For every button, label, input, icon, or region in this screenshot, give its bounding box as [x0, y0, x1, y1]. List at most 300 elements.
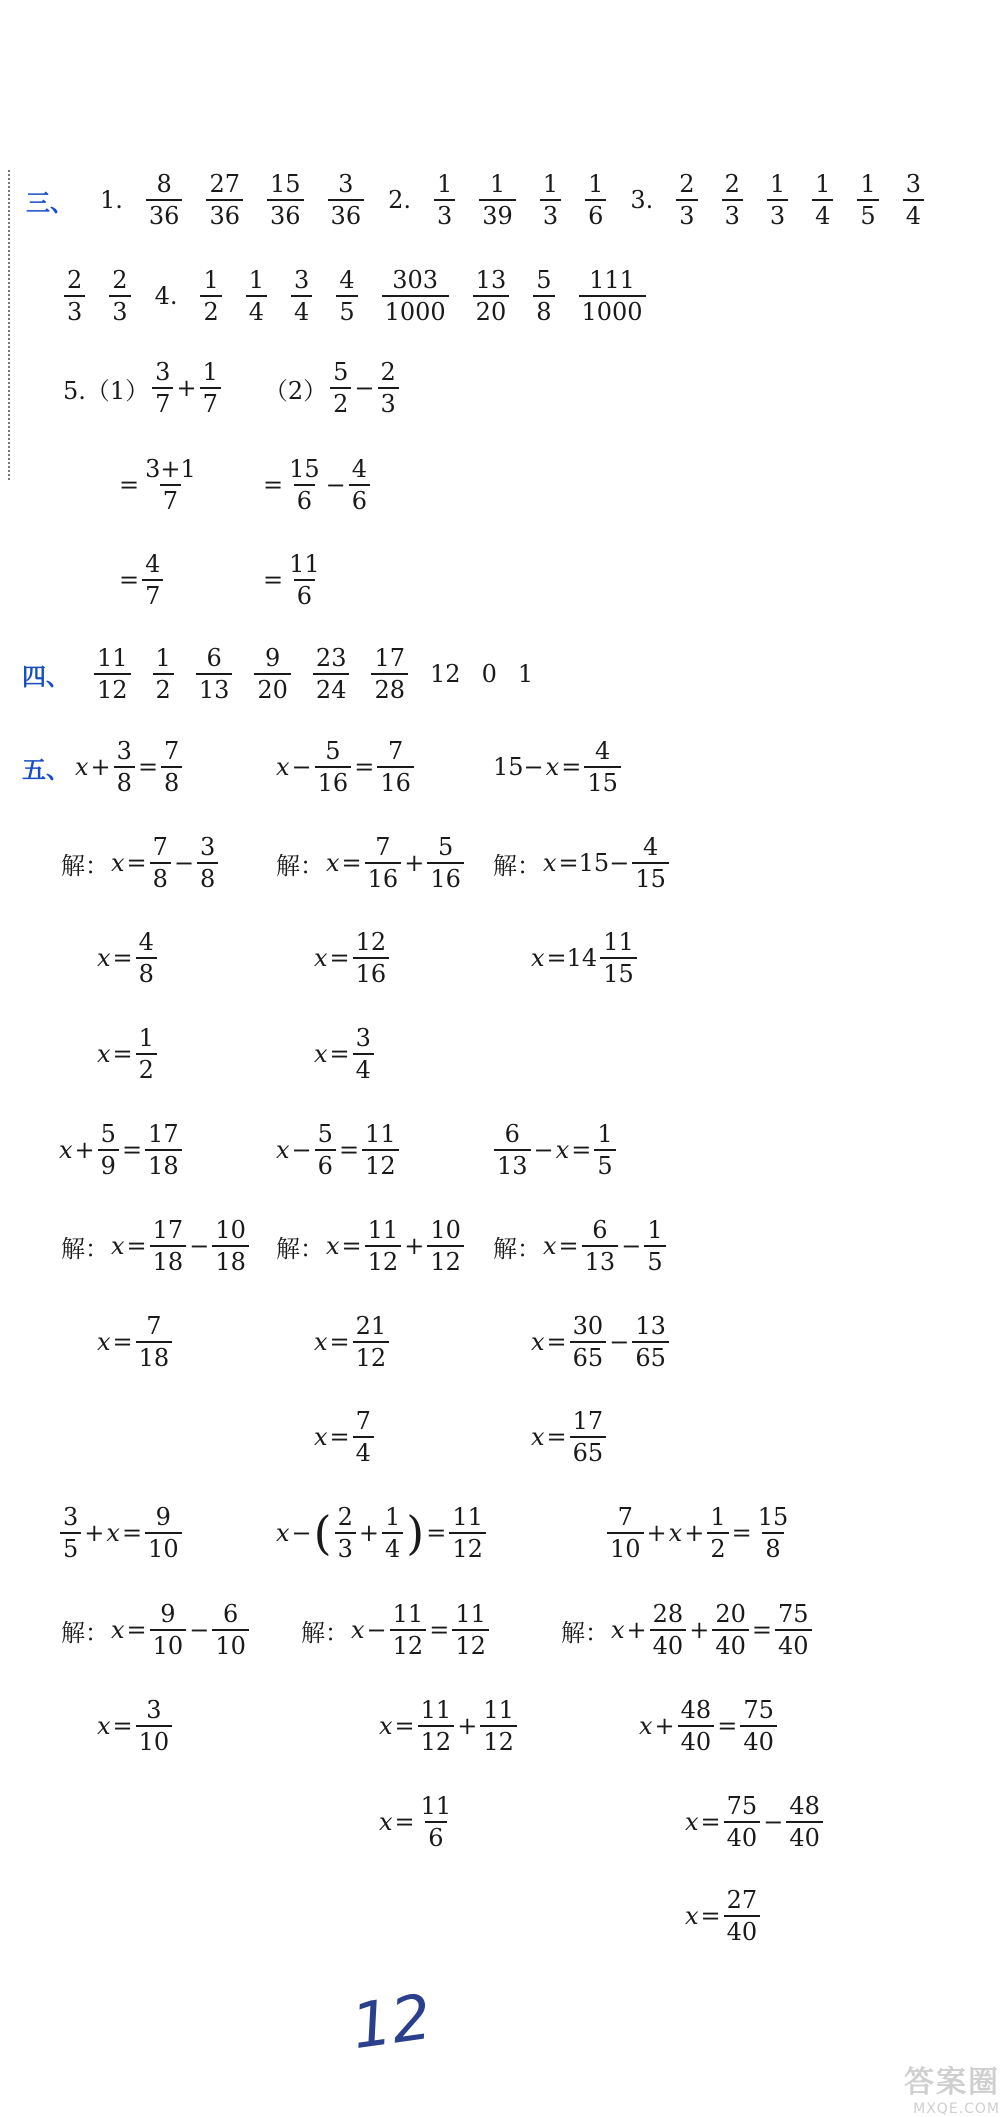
fraction: [582, 1218, 619, 1274]
fraction: [579, 268, 646, 324]
numerator: 17: [148, 1120, 179, 1148]
math-line: [378, 1794, 456, 1850]
denominator: 4: [291, 295, 312, 324]
denominator: 2: [707, 1532, 728, 1561]
variable: x: [326, 849, 340, 877]
variable: x: [543, 1232, 557, 1260]
numerator: 6: [504, 1120, 520, 1148]
fraction: [676, 172, 697, 228]
section-label: 四、: [22, 662, 70, 691]
math-text: =: [112, 1328, 133, 1356]
fraction: [136, 1314, 173, 1370]
numerator: 2: [380, 358, 396, 386]
denominator: 40: [678, 1725, 715, 1754]
denominator: 9: [98, 1149, 119, 1178]
math-line: [638, 1698, 779, 1754]
numerator: 7: [152, 833, 168, 861]
fraction: [607, 1505, 644, 1561]
denominator: 12: [390, 1629, 427, 1658]
numerator: 10: [430, 1216, 461, 1244]
fraction: [418, 1698, 455, 1754]
numerator: 15: [270, 170, 301, 198]
denominator: 10: [136, 1725, 173, 1754]
math-text: =: [329, 1040, 350, 1068]
fraction: [246, 268, 267, 324]
numerator: 7: [146, 1312, 162, 1340]
math-text: +: [689, 1616, 710, 1644]
variable: x: [59, 1136, 73, 1164]
denominator: 8: [136, 957, 157, 986]
math-text: +: [404, 849, 425, 877]
fraction: [254, 646, 291, 702]
math-line: [96, 1698, 174, 1754]
numerator: 75: [777, 1600, 809, 1628]
numerator: 48: [680, 1696, 712, 1724]
fraction: [161, 739, 182, 795]
denominator: 5: [644, 1245, 665, 1274]
fraction: [570, 1409, 607, 1465]
denominator: 18: [136, 1341, 173, 1370]
numerator: 3: [155, 358, 171, 386]
numerator: 1: [597, 1120, 613, 1148]
denominator: 15: [632, 862, 669, 891]
fraction: [371, 646, 408, 702]
math-text: =: [700, 1808, 721, 1836]
math-text: −: [189, 1616, 210, 1644]
numerator: 9: [155, 1503, 171, 1531]
denominator: 3: [378, 387, 399, 416]
denominator: 28: [371, 673, 408, 702]
math-line: [530, 930, 639, 986]
denominator: 8: [150, 862, 171, 891]
denominator: 4: [903, 199, 924, 228]
numerator: 1: [489, 170, 506, 198]
fraction: [136, 1026, 157, 1082]
numerator: 23: [315, 644, 347, 672]
math-text: =: [112, 944, 133, 972]
math-line: [62, 268, 648, 324]
fraction: [197, 835, 218, 891]
fraction: [365, 835, 402, 891]
math-line: [96, 1026, 159, 1082]
fraction: [365, 1218, 402, 1274]
math-text: −: [354, 374, 375, 402]
denominator: 3: [64, 295, 85, 324]
denominator: 8: [197, 862, 218, 891]
watermark: [860, 2060, 1000, 2117]
fraction: [313, 646, 350, 702]
numerator: 1: [138, 1024, 154, 1052]
math-text: +: [358, 1519, 379, 1547]
variable: x: [314, 1423, 328, 1451]
fraction: [206, 172, 243, 228]
math-text: −: [189, 1232, 210, 1260]
math-text: 2.: [388, 186, 411, 214]
numerator: 30: [572, 1312, 604, 1340]
denominator: 10: [212, 1629, 249, 1658]
numerator: 11: [420, 1696, 452, 1724]
fraction: [353, 930, 390, 986]
math-text: 4.: [154, 282, 178, 310]
math-line: [118, 457, 201, 513]
fraction: [330, 360, 351, 416]
numerator: 75: [726, 1792, 758, 1820]
math-text: =: [717, 1712, 738, 1740]
math-text: −: [621, 1232, 642, 1260]
numerator: 3: [116, 737, 132, 765]
fraction: [286, 457, 323, 513]
denominator: 40: [724, 1915, 761, 1944]
math-text: =: [394, 1712, 415, 1740]
variable: x: [379, 1712, 393, 1740]
numerator: 17: [152, 1216, 184, 1244]
variable: x: [379, 1808, 393, 1836]
denominator: 6: [349, 484, 370, 513]
math-text: +: [176, 374, 197, 402]
denominator: 40: [786, 1821, 823, 1850]
fraction: [150, 1602, 187, 1658]
math-line: [492, 739, 623, 795]
numerator: 13: [475, 266, 507, 294]
math-line: [530, 1314, 671, 1370]
math-line: [275, 1122, 401, 1178]
fraction: [145, 1122, 182, 1178]
math-text: 解：: [61, 851, 109, 880]
numerator: 1: [437, 170, 453, 198]
denominator: 24: [313, 673, 350, 702]
denominator: 3: [676, 199, 697, 228]
variable: x: [276, 1519, 290, 1547]
denominator: 12: [362, 1149, 399, 1178]
fraction: [650, 1602, 687, 1658]
numerator: 1: [815, 170, 831, 198]
denominator: 12: [365, 1245, 402, 1274]
fraction: [136, 930, 157, 986]
denominator: 39: [479, 199, 516, 228]
math-text: −: [366, 1616, 387, 1644]
math-text: −: [533, 1136, 554, 1164]
denominator: 10: [145, 1532, 182, 1561]
numerator: 11: [365, 1120, 396, 1148]
numerator: 17: [374, 644, 406, 672]
math-text: =: [338, 1136, 360, 1164]
numerator: 3: [63, 1503, 79, 1531]
fraction: [724, 1888, 761, 1944]
numerator: 9: [265, 644, 281, 672]
fraction: [722, 172, 743, 228]
numerator: 3: [905, 170, 921, 198]
denominator: 6: [425, 1821, 446, 1850]
math-text: =: [119, 471, 140, 499]
numerator: 21: [355, 1312, 387, 1340]
math-line: [58, 1122, 184, 1178]
denominator: 7: [142, 579, 163, 608]
denominator: 12: [418, 1725, 455, 1754]
fraction: [786, 1794, 823, 1850]
math-line: [62, 360, 401, 416]
fraction: [142, 552, 163, 608]
numerator: 11: [289, 550, 320, 578]
math-line: [60, 835, 220, 891]
fraction: [857, 172, 878, 228]
denominator: 10: [607, 1532, 644, 1561]
variable: x: [531, 944, 545, 972]
fraction: [585, 172, 606, 228]
math-text: +: [646, 1519, 667, 1547]
variable: x: [351, 1616, 365, 1644]
fraction: [600, 930, 637, 986]
numerator: 1: [542, 170, 559, 198]
fraction: [353, 1026, 374, 1082]
variable: x: [97, 944, 111, 972]
variable: x: [326, 1232, 340, 1260]
math-text: +: [404, 1232, 425, 1260]
math-line: [22, 739, 184, 795]
denominator: 8: [762, 1532, 783, 1561]
denominator: 2: [153, 673, 174, 702]
math-line: [492, 1122, 618, 1178]
numerator: 1: [155, 644, 171, 672]
math-text: 15−: [493, 753, 544, 781]
variable: x: [111, 1616, 125, 1644]
math-line: [275, 739, 416, 795]
math-text: +: [74, 1136, 95, 1164]
denominator: 65: [632, 1341, 669, 1370]
denominator: 2: [200, 295, 221, 324]
denominator: 20: [254, 673, 291, 702]
math-line: [26, 172, 926, 228]
numerator: 12: [355, 928, 387, 956]
math-text: =: [126, 1232, 147, 1260]
denominator: 5: [60, 1532, 81, 1561]
fraction: [150, 1218, 187, 1274]
parenthesis: (: [313, 1506, 332, 1560]
fraction: [724, 1794, 761, 1850]
denominator: 65: [570, 1341, 607, 1370]
variable: x: [97, 1328, 111, 1356]
math-line: [492, 1218, 668, 1274]
math-text: =: [263, 566, 284, 594]
variable: x: [543, 849, 557, 877]
math-text: =: [429, 1616, 450, 1644]
watermark-url: MXQE.COM: [913, 2101, 1000, 2117]
math-text: =: [571, 1136, 592, 1164]
denominator: 40: [775, 1629, 812, 1658]
math-text: 1.: [100, 186, 123, 214]
math-text: =: [546, 1328, 567, 1356]
fraction: [479, 172, 516, 228]
math-text: =: [731, 1519, 752, 1547]
fraction: [644, 1218, 665, 1274]
fraction: [353, 1409, 374, 1465]
denominator: 12: [449, 1532, 486, 1561]
numerator: 48: [789, 1792, 820, 1820]
numerator: 11: [367, 1216, 399, 1244]
variable: x: [685, 1902, 699, 1930]
denominator: 5: [336, 295, 357, 324]
variable: x: [314, 1328, 328, 1356]
math-line: [60, 1602, 251, 1658]
fraction: [212, 1602, 249, 1658]
math-line: [313, 930, 391, 986]
fraction: [570, 1314, 607, 1370]
math-text: =: [751, 1616, 772, 1644]
math-text: +: [90, 753, 111, 781]
fraction: [60, 1505, 81, 1561]
numerator: 11: [392, 1600, 424, 1628]
fraction: [291, 268, 312, 324]
math-text: −: [291, 1136, 312, 1164]
math-line: [530, 1409, 608, 1465]
denominator: 36: [146, 199, 183, 228]
math-text: =14: [546, 944, 598, 972]
numerator: 5: [317, 1120, 333, 1148]
numerator: 3: [146, 1696, 162, 1724]
denominator: 4: [353, 1053, 374, 1082]
fraction: [109, 268, 130, 324]
fraction: [349, 457, 370, 513]
denominator: 8: [114, 766, 135, 795]
fraction: [64, 268, 85, 324]
fraction: [427, 835, 464, 891]
numerator: 2: [679, 170, 695, 198]
fraction: [336, 268, 357, 324]
math-line: [275, 1505, 488, 1561]
fraction: [136, 1698, 173, 1754]
numerator: 3: [338, 170, 354, 198]
fraction: [540, 172, 561, 228]
denominator: 36: [267, 199, 304, 228]
denominator: 18: [212, 1245, 249, 1274]
math-text: +: [626, 1616, 647, 1644]
fraction: [315, 739, 352, 795]
denominator: 13: [196, 673, 233, 702]
denominator: 20: [473, 295, 510, 324]
fraction: [377, 739, 414, 795]
math-line: [492, 835, 671, 891]
math-text: −: [173, 849, 195, 877]
denominator: 12: [94, 673, 131, 702]
math-text: =: [426, 1519, 447, 1547]
numerator: 5: [100, 1120, 116, 1148]
numerator: 2: [337, 1503, 353, 1531]
fraction: [533, 268, 554, 324]
fraction: [712, 1602, 749, 1658]
fraction: [755, 1505, 792, 1561]
numerator: 1: [202, 358, 218, 386]
denominator: 3: [767, 199, 788, 228]
denominator: 16: [315, 766, 352, 795]
math-text: =: [126, 1616, 147, 1644]
numerator: 1: [710, 1503, 726, 1531]
variable: x: [611, 1616, 625, 1644]
denominator: 16: [377, 766, 414, 795]
variable: x: [545, 753, 560, 781]
denominator: 8: [161, 766, 182, 795]
numerator: 8: [156, 170, 172, 198]
math-text: −: [609, 1328, 630, 1356]
numerator: 6: [206, 644, 222, 672]
denominator: 3: [335, 1532, 356, 1561]
parenthesis: ): [406, 1506, 425, 1560]
math-text: 解：: [561, 1618, 609, 1647]
numerator: 20: [715, 1600, 746, 1628]
numerator: 1: [248, 266, 265, 294]
fraction: [98, 1122, 119, 1178]
section-label: 三、: [26, 188, 74, 217]
math-line: [275, 835, 466, 891]
fraction: [212, 1218, 249, 1274]
fraction: [142, 457, 199, 513]
variable: x: [276, 1136, 290, 1164]
denominator: 7: [152, 387, 173, 416]
fraction: [378, 360, 399, 416]
math-text: =: [112, 1712, 133, 1740]
fraction: [200, 360, 221, 416]
math-line: [22, 646, 534, 702]
numerator: 7: [355, 1407, 371, 1435]
math-text: 解：: [276, 851, 324, 880]
numerator: 75: [743, 1696, 774, 1724]
math-text: 3.: [630, 186, 654, 214]
numerator: 303: [392, 266, 439, 294]
math-text: =: [329, 1423, 350, 1451]
math-text: +: [84, 1519, 105, 1547]
numerator: 4: [138, 928, 154, 956]
numerator: 11: [420, 1792, 452, 1820]
numerator: 1: [860, 170, 876, 198]
variable: x: [685, 1808, 699, 1836]
denominator: 15: [584, 766, 621, 795]
denominator: 8: [533, 295, 554, 324]
denominator: 18: [145, 1149, 182, 1178]
fraction: [315, 1122, 336, 1178]
numerator: 15: [757, 1503, 789, 1531]
math-line: [560, 1602, 814, 1658]
variable: x: [75, 753, 89, 781]
denominator: 4: [353, 1436, 374, 1465]
math-line: [96, 1314, 174, 1370]
math-text: −: [763, 1808, 784, 1836]
numerator: 11: [455, 1600, 486, 1628]
math-text: 解：: [61, 1234, 109, 1263]
numerator: 9: [160, 1600, 176, 1628]
math-text: −: [325, 471, 346, 499]
variable: x: [97, 1040, 111, 1068]
variable: x: [531, 1423, 545, 1451]
denominator: 36: [206, 199, 243, 228]
denominator: 1000: [382, 295, 449, 324]
fraction: [150, 835, 171, 891]
math-text: =: [112, 1040, 133, 1068]
watermark-logo-text: 答案圈: [904, 2065, 1000, 2100]
fraction: [382, 1505, 403, 1561]
numerator: 7: [387, 737, 404, 765]
math-text: 0: [481, 660, 497, 688]
numerator: 4: [594, 737, 611, 765]
fraction: [584, 739, 621, 795]
numerator: 17: [572, 1407, 604, 1435]
numerator: 4: [145, 550, 161, 578]
numerator: 28: [652, 1600, 684, 1628]
denominator: 5: [857, 199, 878, 228]
fraction: [632, 835, 669, 891]
numerator: 5: [536, 266, 552, 294]
numerator: 3+1: [145, 455, 196, 483]
numerator: 4: [642, 833, 659, 861]
numerator: 11: [452, 1503, 483, 1531]
denominator: 65: [570, 1436, 607, 1465]
